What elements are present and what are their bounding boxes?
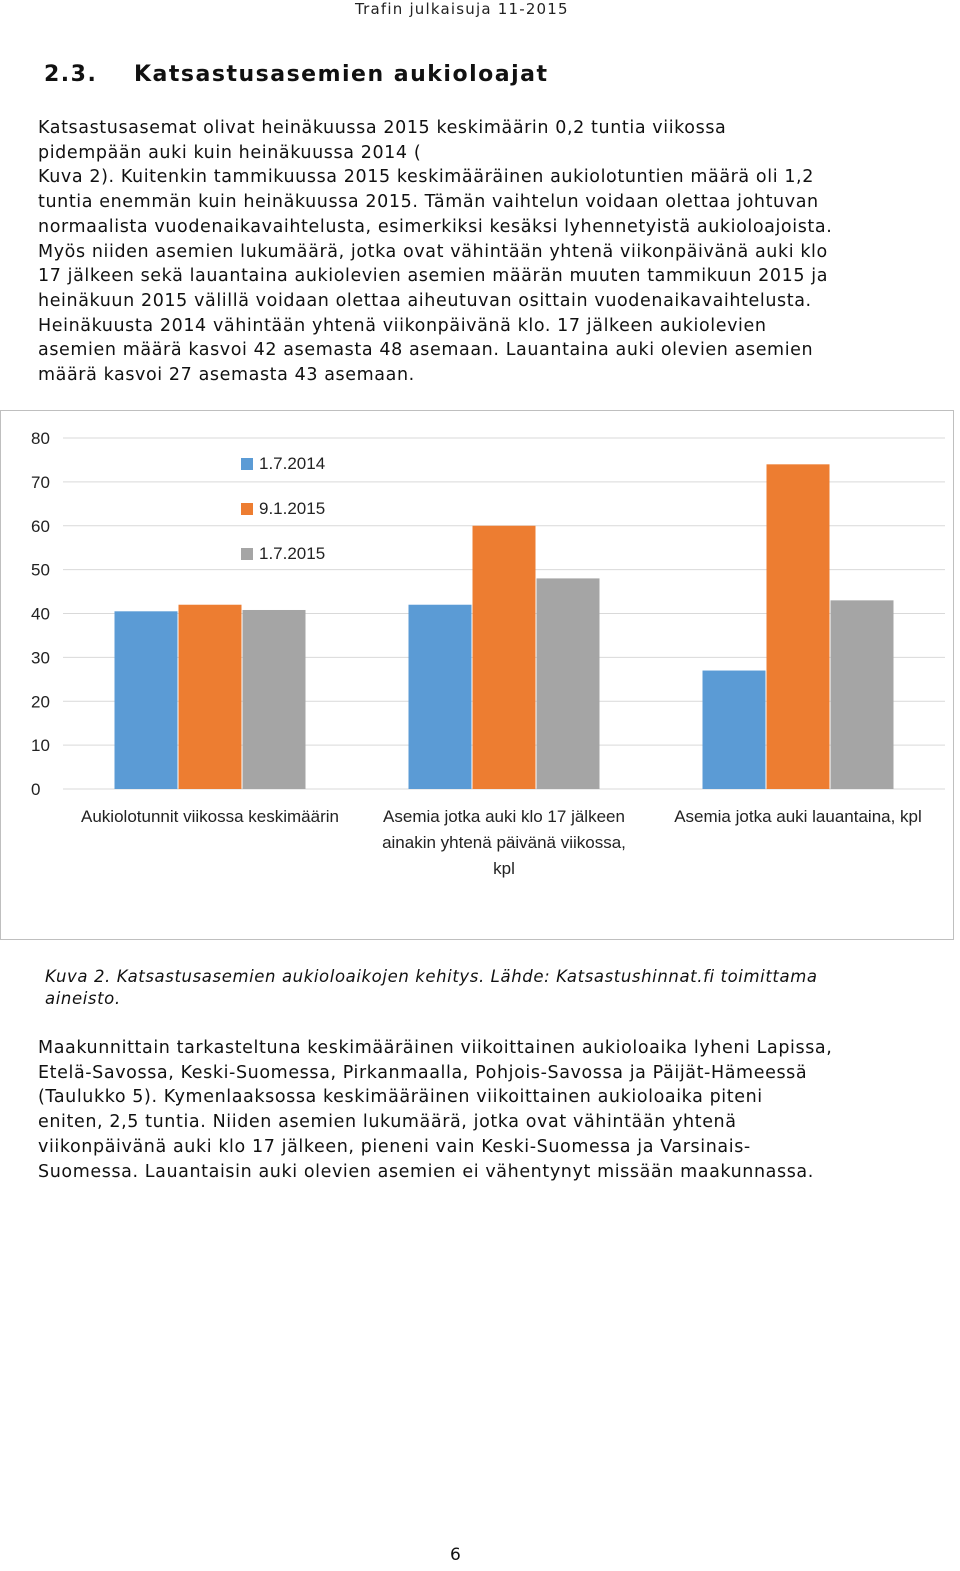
caption-line: Kuva 2. Katsastusasemien aukioloaikojen kehitys. Lähde: Katsastushinnat.fi toimittama <box>45 967 818 986</box>
bar <box>409 605 472 789</box>
bar <box>537 578 600 789</box>
y-tick-label: 30 <box>31 648 50 668</box>
section-heading <box>44 62 549 87</box>
category-label: Asemia jotka auki klo 17 jälkeen <box>383 807 625 826</box>
legend-label: 1.7.2014 <box>259 454 326 473</box>
paragraph-line: tuntia enemmän kuin heinäkuussa 2015. Tämän vaihtelun voidaan olettaa johtuvan <box>38 192 819 213</box>
paragraph-line: määrä kasvoi 27 asemasta 43 asemaan. <box>38 365 415 386</box>
intro-paragraph <box>38 116 923 388</box>
paragraph-line: Kuva 2). Kuitenkin tammikuussa 2015 keskimääräinen aukiolotuntien määrä oli 1,2 <box>38 167 814 188</box>
y-tick-label: 20 <box>31 692 50 712</box>
paragraph-line: 17 jälkeen sekä lauantaina aukiolevien asemien määrän muuten tammikuun 2015 ja <box>38 266 829 287</box>
bar <box>831 600 894 789</box>
figure-caption <box>45 966 925 1010</box>
paragraph-line: normaalista vuodenaikavaihtelusta, esimerkiksi kesäksi lyhennetyistä aukioloajoista. <box>38 216 833 237</box>
paragraph-line: Etelä-Savossa, Keski-Suomessa, Pirkanmaalla, Pohjois-Savossa ja Päijät-Hämeessä <box>38 1062 808 1083</box>
paragraph-line: Suomessa. Lauantaisin auki olevien asemien ei vähentynyt missään maakunnassa. <box>38 1161 814 1182</box>
paragraph-line: eniten, 2,5 tuntia. Niiden asemien lukumäärä, jotka ovat vähintään yhtenä <box>38 1112 737 1133</box>
paragraph-line: Myös niiden asemien lukumäärä, jotka ovat vähintään yhtenä viikonpäivänä auki klo <box>38 241 828 262</box>
paragraph-line: asemien määrä kasvoi 42 asemasta 48 asemaan. Lauantaina auki olevien asemien <box>38 340 814 361</box>
paragraph-line: heinäkuun 2015 välillä voidaan olettaa aiheutuvan osittain vuodenaikavaihtelusta. <box>38 290 812 311</box>
y-tick-label: 0 <box>31 780 41 799</box>
y-tick-label: 50 <box>31 560 50 580</box>
page-number: 6 <box>450 1545 461 1565</box>
paragraph-line: Heinäkuusta 2014 vähintään yhtenä viikonpäivänä klo. 17 jälkeen aukiolevien <box>38 315 767 336</box>
paragraph-line: viikonpäivänä auki klo 17 jälkeen, pieneni vain Keski-Suomessa ja Varsinais- <box>38 1136 751 1157</box>
category-label: kpl <box>493 859 515 878</box>
paragraph-line: (Taulukko 5). Kymenlaaksossa keskimääräinen viikoittainen aukioloaika piteni <box>38 1087 763 1108</box>
section-title: Katsastusasemien aukioloajat <box>134 62 549 87</box>
bar <box>243 610 306 789</box>
legend-label: 1.7.2015 <box>259 544 326 563</box>
second-paragraph <box>38 1036 923 1184</box>
section-number: 2.3. <box>44 62 98 87</box>
legend-swatch <box>241 548 253 560</box>
y-tick-label: 60 <box>31 516 50 536</box>
bar <box>703 671 766 789</box>
caption-line: aineisto. <box>45 989 121 1008</box>
legend-label: 9.1.2015 <box>259 499 326 518</box>
bar <box>179 605 242 789</box>
paragraph-line: Maakunnittain tarkasteltuna keskimääräinen viikoittainen aukioloaika lyheni Lapissa, <box>38 1038 833 1058</box>
category-label: Aukiolotunnit viikossa keskimäärin <box>81 807 339 826</box>
paragraph-line: Katsastusasemat olivat heinäkuussa 2015 keskimäärin 0,2 tuntia viikossa <box>38 118 727 138</box>
y-tick-label: 80 <box>31 429 50 448</box>
y-tick-label: 10 <box>31 736 50 756</box>
publication-header: Trafin julkaisuja 11-2015 <box>355 0 569 18</box>
legend-swatch <box>241 503 253 515</box>
category-label: ainakin yhtenä päivänä viikossa, <box>382 833 626 852</box>
y-tick-label: 40 <box>31 604 50 624</box>
bar <box>767 464 830 789</box>
bar <box>473 526 536 789</box>
paragraph-line: pidempään auki kuin heinäkuussa 2014 ( <box>38 142 422 163</box>
bar-chart-frame <box>0 410 954 940</box>
bar <box>115 611 178 789</box>
bar-chart <box>1 411 953 939</box>
y-tick-label: 70 <box>31 472 50 492</box>
category-label: Asemia jotka auki lauantaina, kpl <box>674 807 922 826</box>
legend-swatch <box>241 458 253 470</box>
